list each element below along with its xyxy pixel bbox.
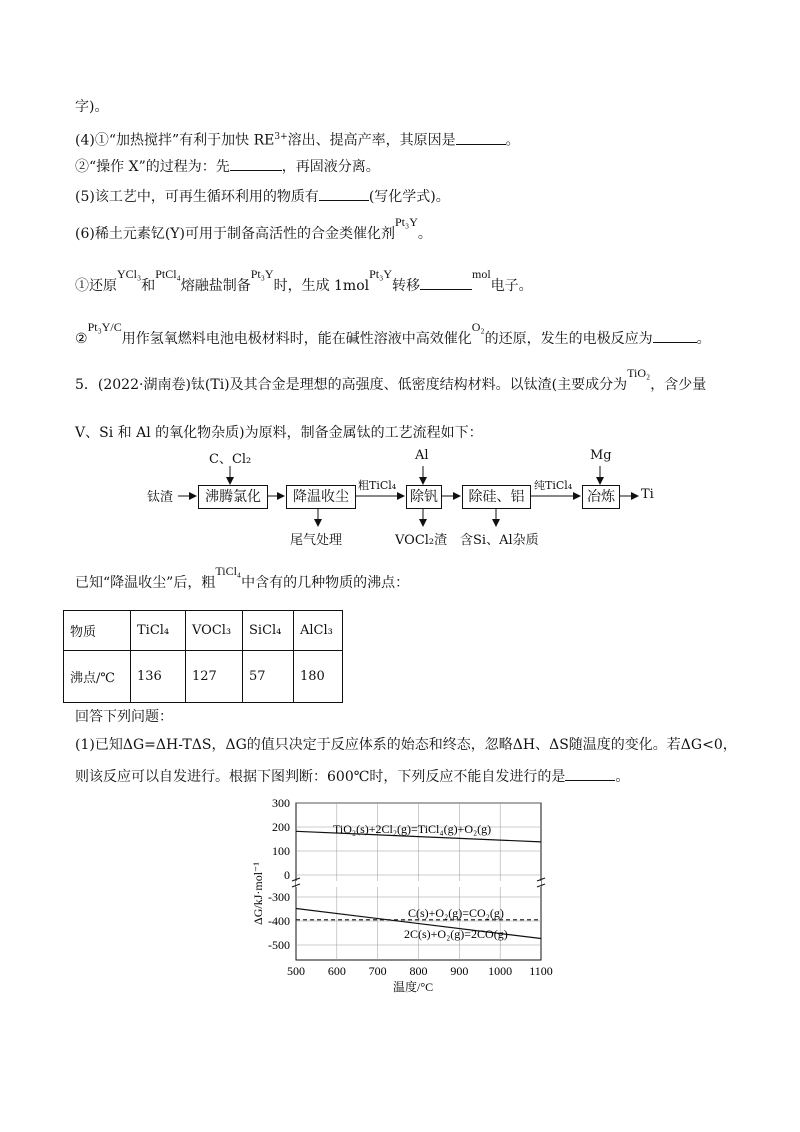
formula: ΔG bbox=[225, 737, 247, 753]
flow-box-chlorination: 沸腾氯化 bbox=[198, 485, 268, 509]
q-text: 时，下列反应不能自发进行的是 bbox=[369, 769, 566, 785]
x-tick-label: 1000 bbox=[488, 964, 513, 978]
formula: Pt₃Y/C bbox=[87, 320, 122, 334]
flow-box-si-al: 除硅、铝 bbox=[462, 485, 531, 509]
formula: Pt₃Y bbox=[395, 215, 418, 229]
flow-end: Ti bbox=[641, 487, 654, 502]
q-text: 。 bbox=[417, 226, 432, 242]
q-text: 转移 bbox=[391, 278, 420, 294]
formula: Pt₃Y bbox=[250, 267, 274, 281]
question-6 bbox=[75, 215, 432, 243]
x-tick-label: 700 bbox=[368, 964, 387, 978]
formula: ΔH bbox=[512, 737, 536, 753]
q-superscript: 3+ bbox=[274, 132, 288, 142]
problem-5-intro-2: V、Si 和 Al 的氧化物杂质)为原料，制备金属钛的工艺流程如下： bbox=[75, 425, 483, 441]
table-cell: 57 bbox=[243, 651, 294, 703]
q-text: ，含少量 bbox=[650, 377, 707, 393]
formula: ΔS bbox=[549, 737, 569, 753]
known-statement bbox=[75, 564, 410, 592]
x-tick-label: 1100 bbox=[529, 964, 553, 978]
question-6-1 bbox=[75, 267, 533, 295]
q-text: ， bbox=[211, 737, 226, 753]
q-text: (5)该工艺中，可再生循环利用的物质有 bbox=[75, 189, 319, 205]
flow-output-gas: 尾气处理 bbox=[290, 533, 343, 548]
flow-label-pure: 纯TiCl₄ bbox=[534, 479, 573, 492]
x-tick-label: 600 bbox=[327, 964, 346, 978]
q-text: ，再固液分离。 bbox=[281, 159, 380, 175]
flow-box-vanadium: 除钒 bbox=[406, 485, 442, 509]
question-5 bbox=[75, 188, 450, 206]
flow-input-chlorination: C、Cl₂ bbox=[209, 452, 252, 467]
q-text: 已知“降温收尘”后，粗 bbox=[75, 575, 216, 591]
q-text: ①还原 bbox=[75, 278, 117, 294]
q-text: 和 bbox=[141, 278, 156, 294]
q-text: 。 bbox=[615, 769, 630, 785]
x-axis-label: 温度/°C bbox=[393, 980, 434, 994]
q-text: 中含有的几种物质的沸点： bbox=[241, 575, 410, 591]
flow-input-al: Al bbox=[415, 448, 429, 463]
unit: mol bbox=[471, 267, 491, 281]
q-text: ② bbox=[75, 331, 88, 347]
answer-blank bbox=[565, 768, 615, 781]
flow-output-sial: 含Si、Al杂质 bbox=[460, 533, 539, 548]
formula: Pt₃Y bbox=[369, 267, 392, 281]
formula: ΔG=ΔH-TΔS bbox=[122, 737, 212, 753]
table-header-cell: 物质 bbox=[64, 611, 131, 651]
table-row-label: 沸点/℃ bbox=[64, 651, 131, 703]
table-header-cell: TiCl₄ bbox=[131, 611, 186, 651]
y-tick-label: -400 bbox=[268, 914, 290, 928]
q-text: (6)稀土元素钇(Y)可用于制备高活性的合金类催化剂 bbox=[75, 226, 395, 242]
q-text: 。 bbox=[505, 132, 520, 149]
q-text: 则该反应可以自发进行。根据下图判断： bbox=[75, 769, 327, 785]
q-text: (写化学式)。 bbox=[368, 189, 450, 205]
series-label: 2C(s)+O₂(g)=2CO(g) bbox=[404, 927, 508, 941]
flow-box-cooling: 降温收尘 bbox=[286, 485, 356, 509]
table-cell: 180 bbox=[294, 651, 343, 703]
q-text: (4)①“加热搅拌”有利于加快 RE bbox=[75, 132, 275, 149]
formula: O₂ bbox=[471, 320, 485, 334]
q-text: ②“操作 X”的过程为：先 bbox=[75, 159, 230, 175]
question-5-1 bbox=[75, 736, 737, 754]
y-tick-label: -500 bbox=[268, 938, 290, 952]
answer-blank bbox=[319, 188, 369, 201]
formula: YCl₃ bbox=[117, 267, 142, 281]
q-text: 的还原，发生的电极反应为 bbox=[484, 331, 653, 347]
q-text: 用作氢氧燃料电池电极材料时，能在碱性溶液中高效催化 bbox=[121, 331, 472, 347]
table-header-cell: SiCl₄ bbox=[243, 611, 294, 651]
x-tick-label: 500 bbox=[287, 964, 305, 978]
formula: PtCl₄ bbox=[155, 267, 181, 281]
flow-start: 钛渣 bbox=[147, 490, 174, 505]
answer-blank bbox=[653, 330, 697, 343]
flow-input-mg: Mg bbox=[590, 448, 612, 463]
q-text: 电子。 bbox=[490, 278, 533, 294]
delta-g-chart bbox=[0, 795, 800, 1005]
table-header-cell: AlCl₃ bbox=[294, 611, 343, 651]
q-text: 溶出、提高产率，其原因是 bbox=[287, 132, 456, 149]
boiling-point-table bbox=[63, 610, 343, 703]
q-text: 熔融盐制备 bbox=[180, 278, 251, 294]
formula: 600℃ bbox=[327, 769, 370, 785]
flow-box-smelt: 冶炼 bbox=[582, 485, 620, 509]
y-tick-label: 100 bbox=[272, 844, 290, 858]
q-text: ， bbox=[722, 737, 737, 753]
y-tick-label: -300 bbox=[268, 890, 290, 904]
q-text: 的值只决定于反应体系的始态和终态，忽略 bbox=[246, 737, 513, 753]
y-axis-label: ΔG/kJ·mol⁻¹ bbox=[251, 862, 265, 925]
formula: TiO₂ bbox=[627, 366, 651, 380]
table-row bbox=[64, 651, 343, 703]
q-text: 随温度的变化。若 bbox=[568, 737, 681, 753]
answer-blank bbox=[456, 132, 506, 145]
answer-prompt: 回答下列问题： bbox=[75, 709, 173, 725]
q-text: 5．(2022·湖南卷)钛(Ti)及其合金是理想的高强度、低密度结构材料。以钛渣(主要成分为 bbox=[75, 377, 628, 393]
series-label: TiO₂(s)+2Cl₂(g)=TiCl₄(g)+O₂(g) bbox=[333, 822, 492, 836]
series-label: C(s)+O₂(g)=CO₂(g) bbox=[408, 906, 504, 920]
table-cell: 136 bbox=[131, 651, 186, 703]
y-tick-label: 200 bbox=[272, 820, 290, 834]
formula: ΔG<0 bbox=[680, 737, 723, 753]
flow-output-vocl: VOCl₂渣 bbox=[395, 533, 448, 548]
q-text: 。 bbox=[696, 331, 711, 347]
formula: TiCl₄ bbox=[215, 564, 242, 578]
question-5-1-cont bbox=[75, 768, 629, 786]
q-text: (1)已知 bbox=[75, 737, 123, 753]
x-tick-label: 900 bbox=[450, 964, 469, 978]
problem-5-intro bbox=[75, 366, 707, 394]
question-4-1 bbox=[75, 128, 520, 150]
flow-label-crude: 粗TiCl₄ bbox=[358, 479, 397, 492]
y-tick-label: 0 bbox=[284, 868, 290, 882]
text-line: 字)。 bbox=[75, 99, 109, 115]
answer-blank bbox=[230, 158, 282, 171]
question-6-2 bbox=[75, 320, 711, 348]
q-text: 、 bbox=[535, 737, 550, 753]
table-header-row bbox=[64, 611, 343, 651]
q-text: 时，生成 1mol bbox=[273, 278, 370, 294]
table-header-cell: VOCl₃ bbox=[186, 611, 243, 651]
answer-blank bbox=[420, 277, 472, 290]
y-tick-label: 300 bbox=[272, 796, 290, 810]
question-4-2 bbox=[75, 158, 380, 176]
x-tick-label: 800 bbox=[409, 964, 428, 978]
table-cell: 127 bbox=[186, 651, 243, 703]
